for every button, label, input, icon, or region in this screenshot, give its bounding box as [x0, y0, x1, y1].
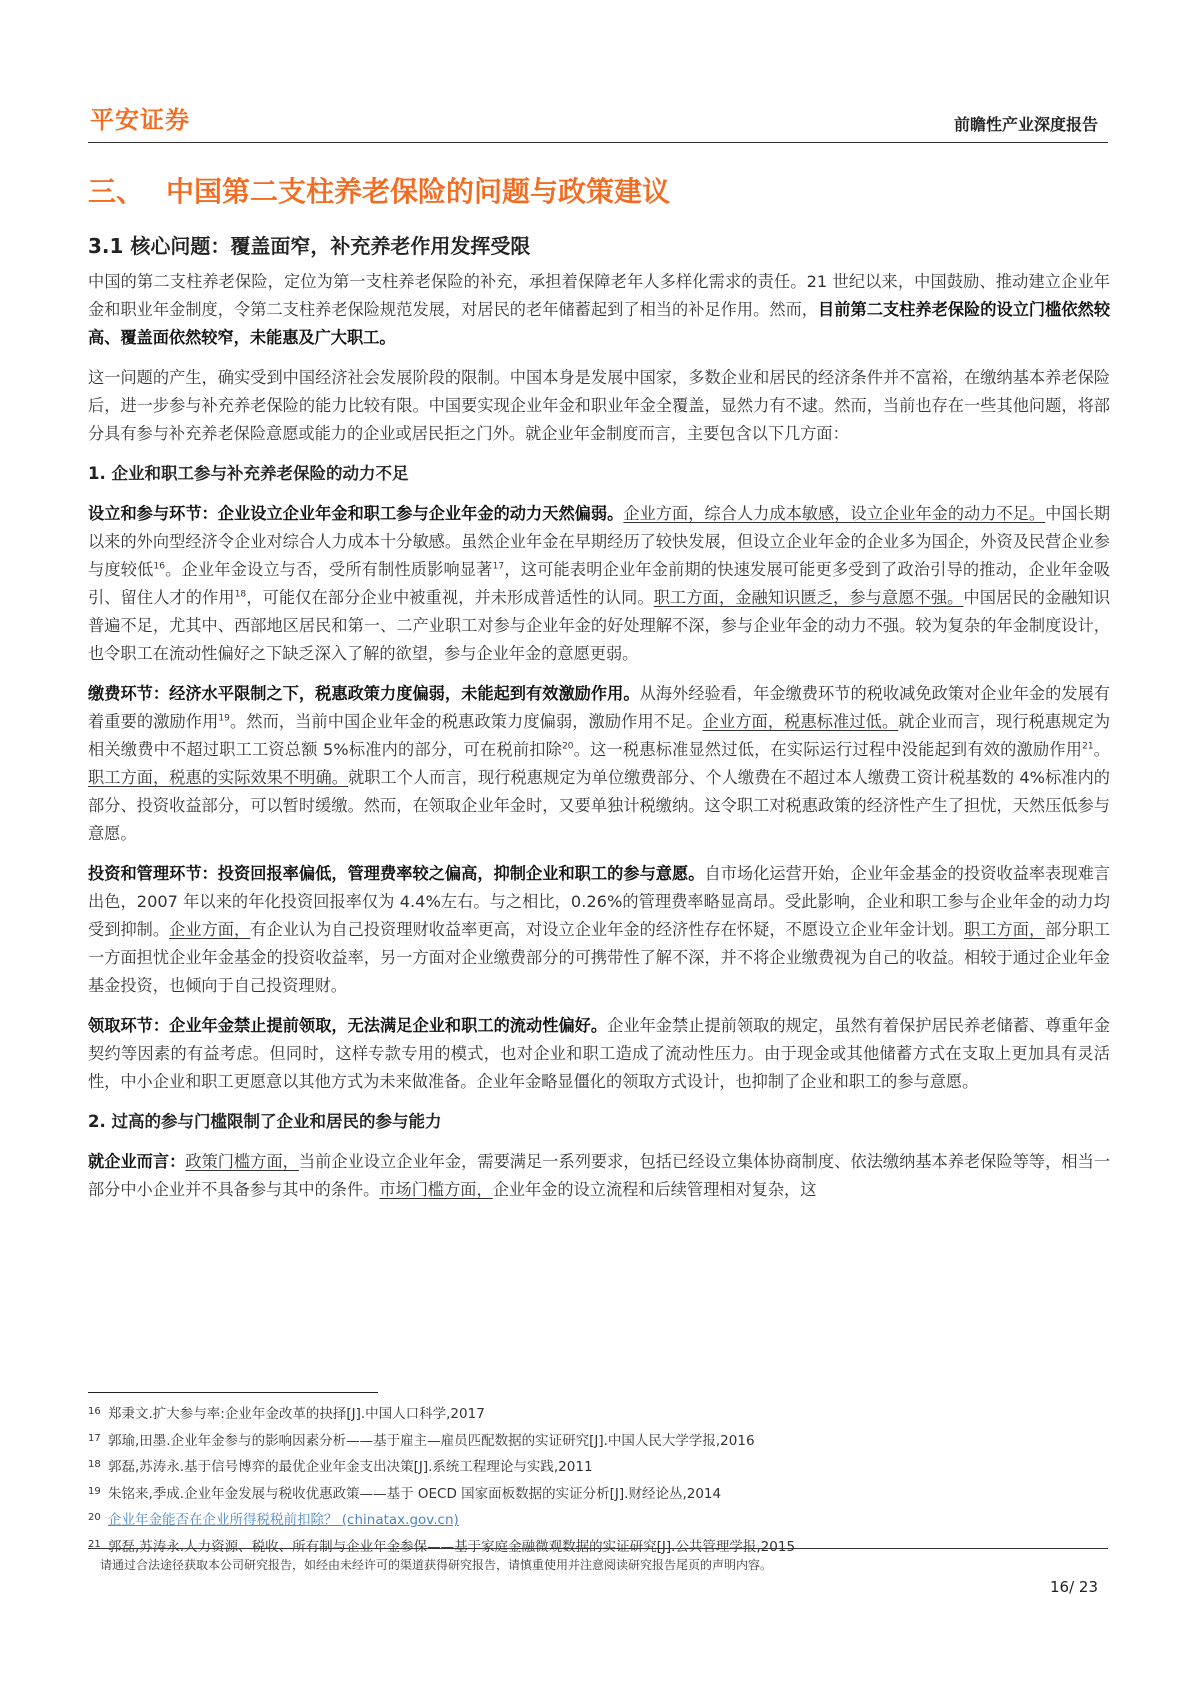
setup-paragraph: 设立和参与环节：企业设立企业年金和职工参与企业年金的动力天然偏弱。企业方面，综合人力成本敏感，设立企业年金的动力不足。中国长期以来的外向型经济令企业对综合人力成本十分敏感。虽然企业年金在早期经历了较快发展，但设立企业年金的企业多为国企，外资及民营企业参与度较低$^{16}$。企业年金设立与否，受所有制性质影响显著$^{17}$，这可能表明企业年金前期的快速发展可能更多受到了政治引导的推动，企业年金吸引、留住人才的作用$^{18}$，可能仅在部分企业中被重视，并未形成普适性的认同。职工方面，金融知识匮乏，参与意愿不强。中国居民的金融知识普遍不足，尤其中、西部地区居民和第一、二产业职工对参与企业年金的好处理解不深，参与企业年金的动力不强。较为复杂的年金制度设计，也令职工在流动性偏好之下缺乏深入了解的欲望，参与企业年金的意愿更弱。: [88, 504, 1111, 663]
intro-paragraph-1: 中国的第二支柱养老保险，定位为第一支柱养老保险的补充，承担着保障老年人多样化需求的责任。21 世纪以来，中国鼓励、推动建立企业年金和职业年金制度，令第二支柱养老保险规范发展，对居民的老年储蓄起到了相当的补足作用。然而，目前第二支柱养老保险的设立门槛依然较高、覆盖面依然较窄，未能惠及广大职工。: [88, 272, 1111, 347]
brand-logo: 平安证券: [90, 106, 190, 134]
enterprise-paragraph: 就企业而言：政策门槛方面，当前企业设立企业年金，需要满足一系列要求，包括已经设立集体协商制度、依法缴纳基本养老保险等等，相当一部分中小企业并不具备参与其中的条件。市场门槛方面，企业年金的设立流程和后续管理相对复杂，这: [88, 1152, 1111, 1199]
footnote-ref-16[interactable]: 16: [153, 561, 165, 572]
heading-1: 1. 企业和职工参与补充养老保险的动力不足: [88, 464, 409, 483]
page-header: [88, 92, 1108, 143]
withdrawal-paragraph: 领取环节：企业年金禁止提前领取，无法满足企业和职工的流动性偏好。企业年金禁止提前领取的规定，虽然有着保护居民养老储蓄、尊重年金契约等因素的有益考虑。但同时，这样专款专用的模式，也对企业和职工造成了流动性压力。由于现金或其他储蓄方式在支取上更加具有灵活性，中小企业和职工更愿意以其他方式为未来做准备。企业年金略显僵化的领取方式设计，也抑制了企业和职工的参与意愿。: [88, 1016, 1111, 1091]
section-title: [88, 170, 670, 210]
footnote-ref-20[interactable]: 20: [562, 741, 574, 752]
footnote-ref-21[interactable]: 21: [1082, 741, 1094, 752]
footnote: 17 郭瑜,田墨.企业年金参与的影响因素分析——基于雇主—雇员匹配数据的实证研究[J].中国人民大学学报,2016: [88, 1432, 755, 1449]
footnote: 20 企业年金能否在企业所得税税前扣除？ (chinatax.gov.cn): [88, 1512, 459, 1528]
intro-paragraph-2: 这一问题的产生，确实受到中国经济社会发展阶段的限制。中国本身是发展中国家，多数企业和居民的经济条件并不富裕，在缴纳基本养老保险后，进一步参与补充养老保险的能力比较有限。中国要实现企业年金和职业年金全覆盖，显然力有不逮。然而，当前也存在一些其他问题，将部分具有参与补充养老保险意愿或能力的企业或居民拒之门外。就企业年金制度而言，主要包含以下几方面：: [88, 368, 1110, 443]
footnote-link[interactable]: 企业年金能否在企业所得税税前扣除？ (chinatax.gov.cn): [108, 1512, 459, 1528]
report-type: 前瞻性产业深度报告: [953, 115, 1098, 134]
subsection-title: 3.1 核心问题：覆盖面窄，补充养老作用发挥受限: [88, 234, 531, 258]
page-number: 16/ 23: [1050, 1578, 1098, 1596]
footnote-ref-18[interactable]: 18: [234, 589, 247, 600]
footnote-divider: [88, 1392, 378, 1393]
footnote-ref-17[interactable]: 17: [492, 561, 505, 572]
footer-divider: [88, 1548, 1108, 1549]
footnotes: [88, 1400, 1098, 1559]
investment-paragraph: 投资和管理环节：投资回报率偏低，管理费率较之偏高，抑制企业和职工的参与意愿。自市场化运营开始，企业年金基金的投资收益率表现难言出色，2007 年以来的年化投资回报率仅为 4.4%左右。与之相比，0.26%的管理费率略显高昂。受此影响，企业和职工参与企业年金的动力均受到抑制。企业方面，有企业认为自己投资理财收益率更高，对设立企业年金的经济性存在怀疑，不愿设立企业年金计划。职工方面，部分职工一方面担忧企业年金基金的投资收益率，另一方面对企业缴费部分的可携带性了解不深，并不将企业缴费视为自己的收益。相较于通过企业年金基金投资，也倾向于自己投资理财。: [88, 864, 1111, 995]
footnote: 16 郑秉文.扩大参与率:企业年金改革的抉择[J].中国人口科学,2017: [88, 1406, 485, 1422]
section-number: 三、: [88, 175, 145, 208]
footnote: 18 郭磊,苏涛永.基于信号博弈的最优企业年金支出决策[J].系统工程理论与实践,2011: [88, 1459, 593, 1475]
footnote: 19 朱铭来,季成.企业年金发展与税收优惠政策——基于 OECD 国家面板数据的实证分析[J].财经论丛,2014: [88, 1485, 722, 1502]
section-title-text: 中国第二支柱养老保险的问题与政策建议: [166, 175, 671, 208]
body-content: [88, 268, 1110, 1216]
footer-disclaimer: 请通过合法途径获取本公司研究报告，如经由未经许可的渠道获得研究报告，请慎重使用并注意阅读研究报告尾页的声明内容。: [100, 1558, 773, 1572]
footnote-ref-19[interactable]: 19: [218, 713, 230, 724]
payment-paragraph: 缴费环节：经济水平限制之下，税惠政策力度偏弱，未能起到有效激励作用。从海外经验看，年金缴费环节的税收减免政策对企业年金的发展有着重要的激励作用$^{19}$。然而，当前中国企业年金的税惠政策力度偏弱，激励作用不足。企业方面，税惠标准过低。就企业而言，现行税惠规定为相关缴费中不超过职工工资总额 5%标准内的部分，可在税前扣除$^{20}$。这一税惠标准显然过低，在实际运行过程中没能起到有效的激励作用$^{21}$。职工方面，税惠的实际效果不明确。就职工个人而言，现行税惠规定为单位缴费部分、个人缴费在不超过本人缴费工资计税基数的 4%标准内的部分、投资收益部分，可以暂时缓缴。然而，在领取企业年金时，又要单独计税缴纳。这令职工对税惠政策的经济性产生了担忧，天然压低参与意愿。: [88, 684, 1111, 843]
footnote: 21 郭磊,苏涛永.人力资源、税收、所有制与企业年金参保——基于家庭金融微观数据的实证研究[J].公共管理学报,2015: [88, 1538, 796, 1555]
heading-2: 2. 过高的参与门槛限制了企业和居民的参与能力: [88, 1112, 442, 1131]
